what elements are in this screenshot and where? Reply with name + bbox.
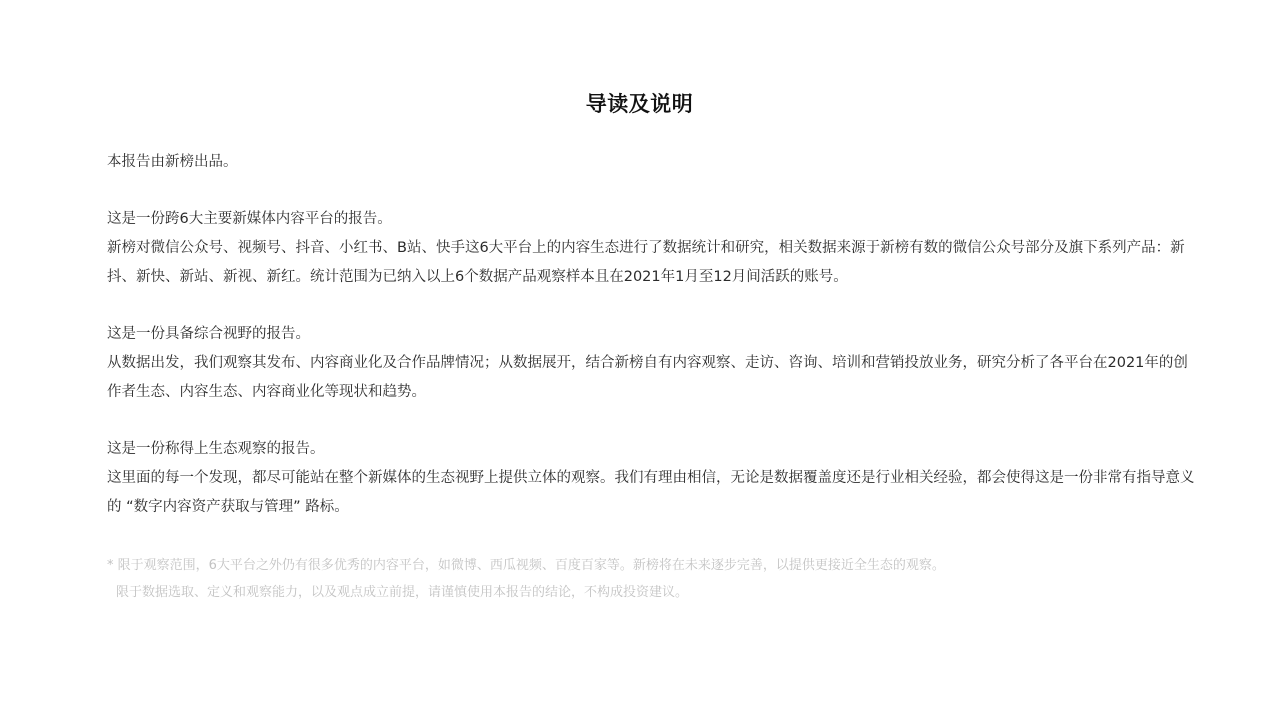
section-cross-platform [107,205,1197,292]
section-ecosystem-observation [107,435,1197,522]
page-title: 导读及说明 [585,92,694,116]
section-body: 从数据出发，我们观察其发布、内容商业化及合作品牌情况；从数据展开，结合新榜自有内容观察、走访、咨询、培训和营销投放业务，研究分析了各平台在2021年的创作者生态、内容生态、内容商业化等现状和趋势。 [107,355,1188,400]
spacer [107,177,1197,205]
report-body [107,148,1197,522]
intro-text: 本报告由新榜出品。 [107,154,238,170]
section-comprehensive-view [107,320,1197,407]
section-heading: 这是一份具备综合视野的报告。 [107,326,310,342]
section-heading: 这是一份跨6大主要新媒体内容平台的报告。 [107,211,392,227]
section-heading: 这是一份称得上生态观察的报告。 [107,441,325,457]
section-body: 这里面的每一个发现，都尽可能站在整个新媒体的生态视野上提供立体的观察。我们有理由相信，无论是数据覆盖度还是行业相关经验，都会使得这是一份非常有指导意义的 “数字内容资产获取与管理” 路标。 [107,470,1195,515]
spacer [107,292,1197,320]
disclaimer-line-2: 限于数据选取、定义和观察能力，以及观点成立前提，请谨慎使用本报告的结论，不构成投资建议。 [116,585,689,600]
disclaimer-notes [107,552,1197,606]
section-body: 新榜对微信公众号、视频号、抖音、小红书、B站、快手这6大平台上的内容生态进行了数据统计和研究，相关数据来源于新榜有数的微信公众号部分及旗下系列产品：新抖、新快、新站、新视、新红。统计范围为已纳入以上6个数据产品观察样本且在2021年1月至12月间活跃的账号。 [107,240,1185,285]
spacer [107,407,1197,435]
disclaimer-line-1: * 限于观察范围，6大平台之外仍有很多优秀的内容平台，如微博、西瓜视频、百度百家等。新榜将在未来逐步完善，以提供更接近全生态的观察。 [107,558,945,573]
